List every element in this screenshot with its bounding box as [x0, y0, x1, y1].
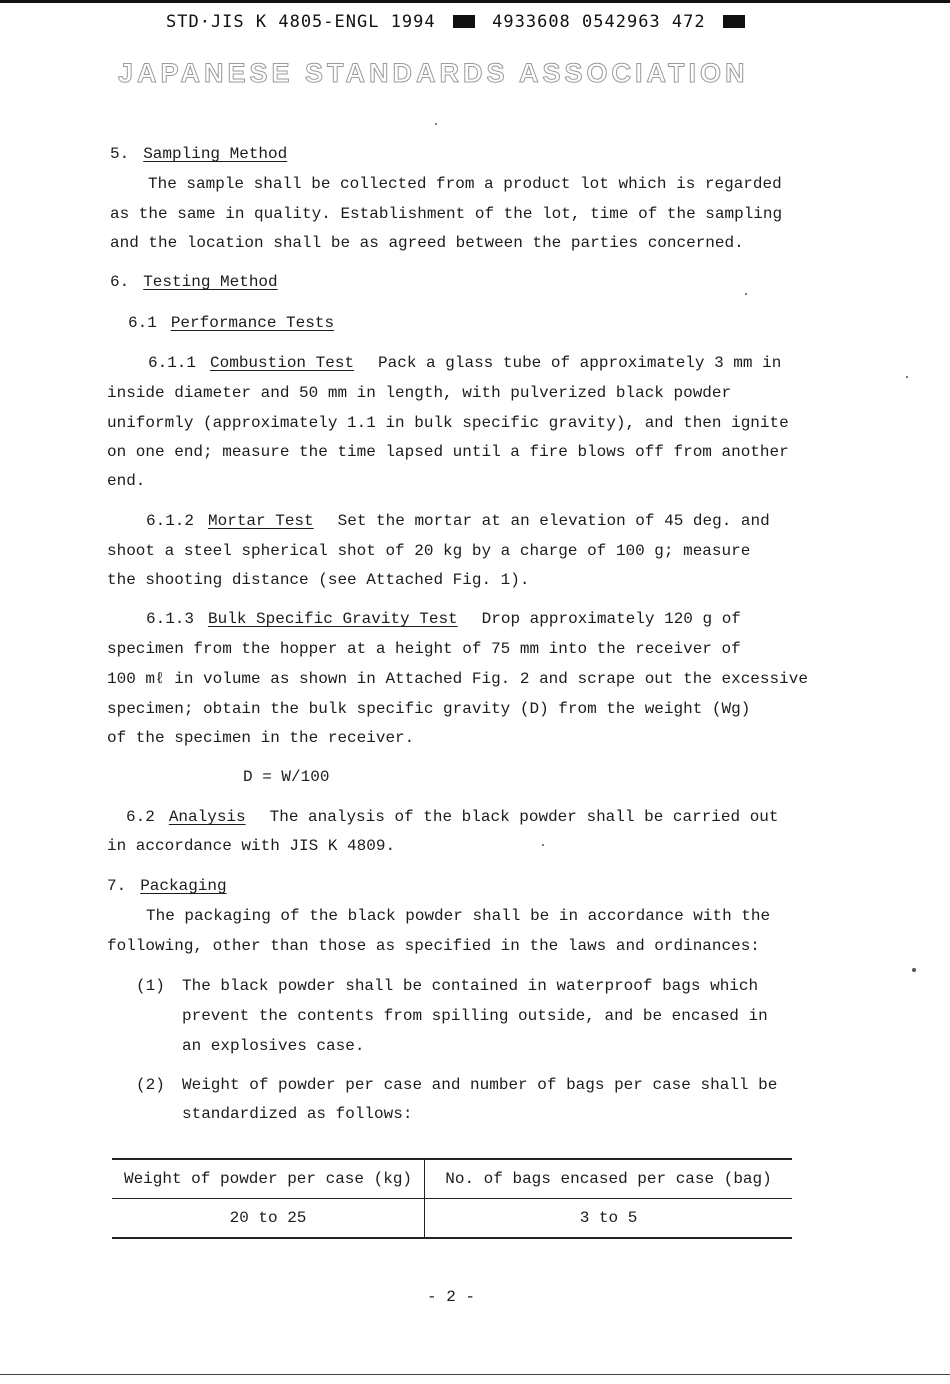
paragraph-line: uniformly (approximately 1.1 in bulk specific gravity), and then ignite [107, 414, 789, 432]
paragraph-line: specimen from the hopper at a height of 75 mm into the receiver of [107, 640, 741, 658]
black-block-mark [453, 15, 475, 28]
document-header [166, 12, 751, 32]
black-block-mark-2 [723, 15, 745, 28]
bottom-rule [0, 1374, 950, 1375]
paragraph-line: specimen; obtain the bulk specific gravity (D) from the weight (Wg) [107, 700, 751, 718]
paragraph-line: of the specimen in the receiver. [107, 729, 415, 747]
list-item-line: Weight of powder per case and number of bags per case shall be [182, 1076, 778, 1094]
table-header-cell: Weight of powder per case (kg) [112, 1159, 425, 1199]
section-title: Sampling Method [143, 145, 288, 163]
section-number: 7. [107, 877, 127, 895]
section-number: 6.1.3 [146, 610, 195, 628]
section-number: 5. [110, 145, 130, 163]
catalog-code: 4933608 0542963 472 [492, 12, 706, 32]
scan-speck [745, 293, 747, 295]
section-6-1-3-heading [146, 609, 741, 629]
section-number: 6.1 [128, 314, 157, 332]
formula: D = W/100 [243, 768, 330, 786]
section-6-heading [110, 272, 278, 292]
paragraph-first-line: Set the mortar at an elevation of 45 deg. and [337, 512, 770, 530]
scan-speck [435, 123, 437, 125]
paragraph-first-line: The analysis of the black powder shall be carried out [269, 808, 779, 826]
doc-code: STD·JIS K 4805-ENGL 1994 [166, 12, 436, 32]
section-7-heading [107, 876, 227, 896]
table-cell: 3 to 5 [579, 1209, 638, 1227]
section-title: Combustion Test [210, 354, 355, 372]
watermark: JAPANESE STANDARDS ASSOCIATION [118, 58, 749, 88]
section-title: Mortar Test [208, 512, 314, 530]
table-row [112, 1199, 792, 1239]
scan-speck [906, 376, 908, 378]
paragraph-line: the shooting distance (see Attached Fig. 1). [107, 571, 530, 589]
list-item-line: standardized as follows: [182, 1105, 413, 1123]
section-title: Analysis [168, 808, 246, 826]
paragraph-line: The packaging of the black powder shall be in accordance with the [146, 907, 771, 925]
section-6-1-2-heading [146, 511, 770, 531]
section-6-1-1-heading [148, 353, 781, 373]
packaging-table [112, 1158, 792, 1239]
paragraph-line: in accordance with JIS K 4809. [107, 837, 396, 855]
section-number: 6.1.2 [146, 512, 195, 530]
section-number: 6. [110, 273, 130, 291]
paragraph-first-line: Pack a glass tube of approximately 3 mm in [378, 354, 782, 372]
section-6-2-heading [126, 807, 779, 827]
paragraph-line: following, other than those as specified in the laws and ordinances: [107, 937, 760, 955]
paragraph-line: The sample shall be collected from a product lot which is regarded [148, 175, 782, 193]
list-item-line: The black powder shall be contained in waterproof bags which [182, 977, 759, 995]
scan-speck [912, 968, 916, 972]
list-item-number: (1) [136, 977, 165, 995]
list-item-number: (2) [136, 1076, 165, 1094]
section-5-heading [110, 144, 287, 164]
paragraph-line: on one end; measure the time lapsed until a fire blows off from another [107, 443, 789, 461]
section-title: Testing Method [143, 273, 278, 291]
section-title: Performance Tests [170, 314, 335, 332]
list-item-line: an explosives case. [182, 1037, 365, 1055]
paragraph-first-line: Drop approximately 120 g of [481, 610, 741, 628]
top-rule [0, 0, 950, 3]
paragraph-line: as the same in quality. Establishment of the lot, time of the sampling [110, 205, 783, 223]
paragraph-line: and the location shall be as agreed between the parties concerned. [110, 234, 744, 252]
paragraph-line: end. [107, 472, 146, 490]
section-number: 6.2 [126, 808, 155, 826]
table-header-cell: No. of bags encased per case (bag) [425, 1159, 793, 1199]
table-header-row [112, 1159, 792, 1199]
page-number: - 2 - [427, 1288, 476, 1306]
list-item-line: prevent the contents from spilling outside, and be encased in [182, 1007, 768, 1025]
paragraph-line: 100 mℓ in volume as shown in Attached Fig. 2 and scrape out the excessive [107, 670, 808, 688]
paragraph-line: shoot a steel spherical shot of 20 kg by a charge of 100 g; measure [107, 542, 751, 560]
section-6-1-heading [128, 313, 334, 333]
section-number: 6.1.1 [148, 354, 197, 372]
section-title: Packaging [140, 877, 227, 895]
scan-speck [542, 844, 544, 846]
section-title: Bulk Specific Gravity Test [208, 610, 458, 628]
table-cell: 20 to 25 [112, 1199, 425, 1239]
paragraph-line: inside diameter and 50 mm in length, with pulverized black powder [107, 384, 732, 402]
